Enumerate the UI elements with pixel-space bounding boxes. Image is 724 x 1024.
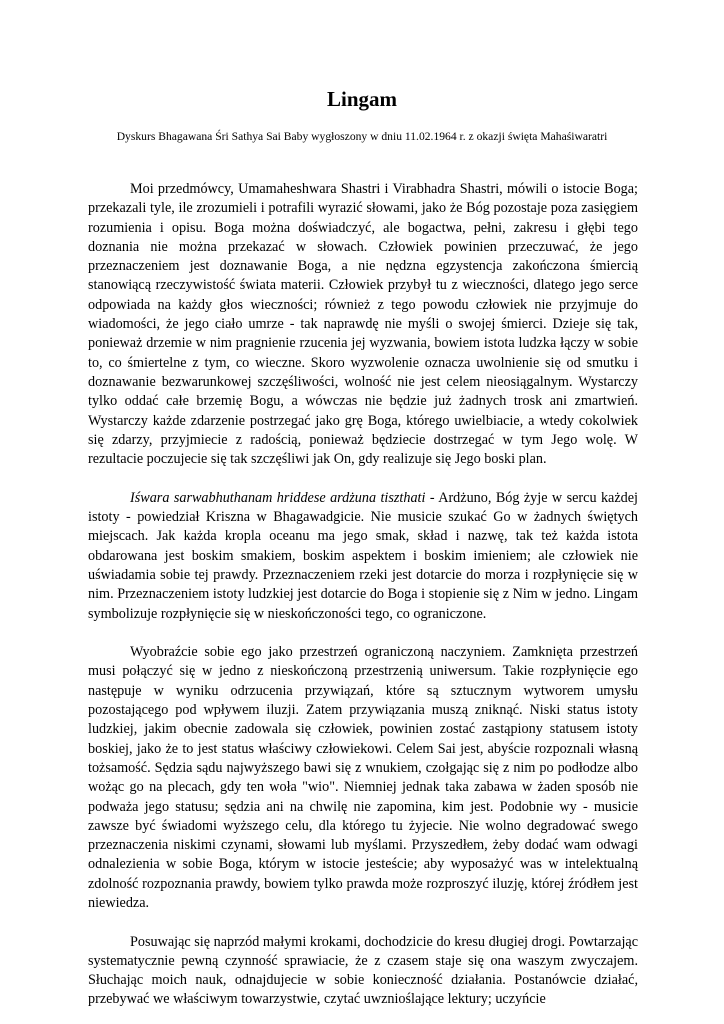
paragraph-4: Posuwając się naprzód małymi krokami, dochodzicie do kresu długiej drogi. Powtarzając systematycznie pewną czynność sprawiacie, że z czasem staje się ona waszym zwyczajem. Słuchając moich nauk, odnajdujecie w sobie konieczność działania. Postanówcie działać, przebywać we właściwym towarzystwie, czytać uwznioślające lektury; uczyńcie — [88, 933, 638, 1008]
paragraph-2-text: - Ardżuno, Bóg żyje w sercu każdej istoty - powiedział Kriszna w Bhagawadgicie. Nie musicie szukać Go w żadnych świętych miejscach. Jak każda kropla oceanu ma jego smak, skład i nazwę, tak też każda istota obdarowana jest boskim smakiem, boskim aspektem i boskim imieniem; ale człowiek nie uświadamia sobie tej prawdy. Przeznaczeniem rzeki jest dotarcie do morza i rozpłynięcie się w nim. Przeznaczeniem istoty ludzkiej jest dotarcie do Boga i stopienie się z Nim w jedno. Lingam symbolizuje rozpłynięcie się w nieskończoności tego, co ograniczone. — [88, 489, 638, 622]
page-subtitle: Dyskurs Bhagawana Śri Sathya Sai Baby wygłoszony w dniu 11.02.1964 r. z okazji święta Mahaśiwaratri — [116, 130, 608, 143]
paragraph-3: Wyobraźcie sobie ego jako przestrzeń ograniczoną naczyniem. Zamknięta przestrzeń musi połączyć się w jedno z nieskończoną przestrzenią uniwersum. Takie rozpłynięcie ego następuje w wyniku odrzucenia przywiązań, które są sztucznym wytworem umysłu pozostającego pod wpływem iluzji. Zatem przywiązania muszą zniknąć. Niski status istoty ludzkiej, jakim obecnie zadowala się człowiek, powinien zostać zastąpiony statusem istoty boskiej, jako że to jest status właściwy człowiekowi. Celem Sai jest, abyście rozpoznali własną tożsamość. Sędzia sądu najwyższego bawi się z wnukiem, czołgając się z nim po podłodze albo wożąc go na plecach, gdy ten woła "wio". Niemniej jednak taka zabawa w żaden sposób nie podważa jego statusu; sędzia ani na chwilę nie zapomina, kim jest. Podobnie wy - musicie zawsze być świadomi wyższego celu, dla którego tu żyjecie. Nie wolno degradować swego przeznaczenia niskimi czynami, słowami lub myślami. Przyszedłem, żeby dodać wam odwagi odnalezienia w sobie Boga, którym w istocie jesteście; aby wyposażyć was w intelektualną zdolność rozpoznania prawdy, bowiem tylko prawda może rozproszyć iluzję, której źródłem jest niewiedza. — [88, 644, 638, 911]
page-title: Lingam — [326, 87, 397, 111]
paragraph-2 — [88, 489, 638, 624]
sanskrit-quote: Iśwara sarwabhuthanam hriddese ardżuna tiszthati — [130, 489, 426, 506]
paragraph-1: Moi przedmówcy, Umamaheshwara Shastri i Virabhadra Shastri, mówili o istocie Boga; przekazali tyle, ile zrozumieli i potrafili wyrazić słowami, jako że Bóg pozostaje poza zasięgiem rozumienia i opisu. Boga można doświadczyć, ale bogactwa, pełni, zakresu i głębi tego doznania nie można przekazać w słowach. Człowiek powinien przeczuwać, że jego przeznaczeniem jest doznawanie Boga, a nie nędzna egzystencja zakończona śmiercią stanowiącą rzeczywistość świata materii. Człowiek przybył tu z wieczności, dlatego jego serce odpowiada na każdy głos wieczności; również z tego powodu człowiek nie przyjmuje do wiadomości, że jego ciało umrze - tak naprawdę nie myśli o swojej śmierci. Dzieje się tak, ponieważ drzemie w nim pragnienie rzucenia jej wyzwania, bowiem istota ludzka łączy w sobie to, co śmiertelne z tym, co wieczne. Skoro wyzwolenie oznacza uwolnienie się od smutku i doznawanie bezwarunkowej szczęśliwości, wolność nie jest celem nieosiągalnym. Wystarczy tylko oddać całe brzemię Bogu, a wówczas nie będzie już żadnych trosk ani zmartwień. Wystarczy każde zdarzenie postrzegać jako grę Boga, którego uwielbiacie, a wtedy cokolwiek się zdarzy, przyjmiecie z radością, ponieważ będziecie dostrzegać w tym Jego wolę. W rezultacie poczujecie się tak szczęśliwi jak On, gdy realizuje się Jego boski plan. — [88, 181, 638, 468]
document-body — [88, 180, 638, 1010]
